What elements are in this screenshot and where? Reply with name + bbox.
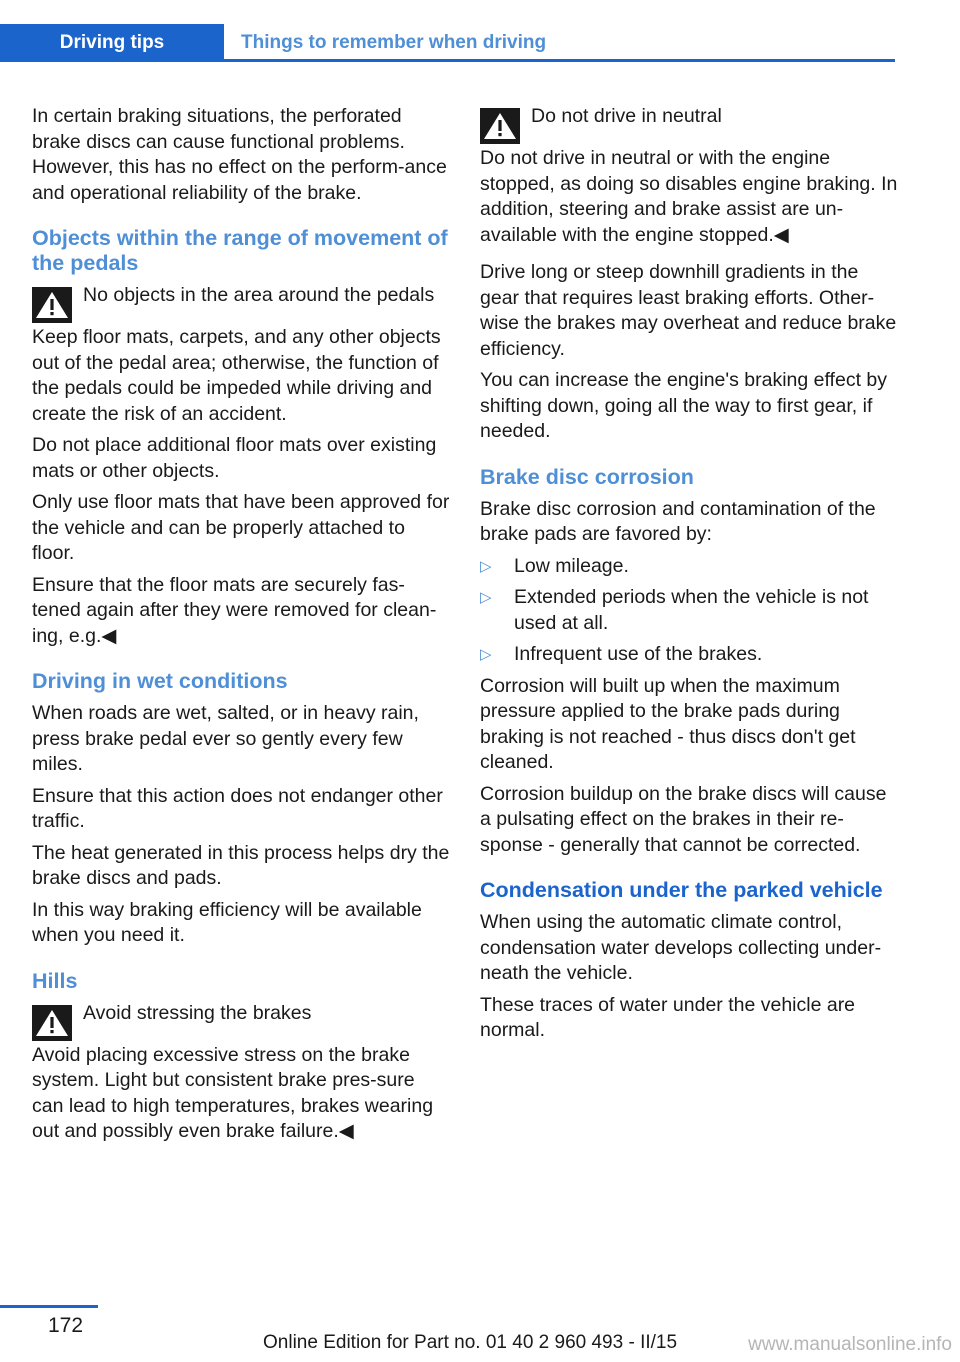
list-item: [480, 554, 900, 580]
page-header: [0, 24, 895, 62]
paragraph: When roads are wet, salted, or in heavy rain, press brake pedal ever so gently every few miles.: [32, 702, 419, 775]
intro-paragraph: In certain braking situations, the perforated brake discs can cause functional problems. However, this has no effect on the perform‐ance and operational reliability of the brake.: [32, 105, 447, 204]
warning-pedals: [32, 283, 450, 427]
warning-text: Do not drive in neutral or with the engine stopped, as doing so disables engine braking. In addition, steering and brake assist are un‐available with the engine stopped.◀: [480, 147, 898, 246]
heading-wet-conditions: Driving in wet conditions: [32, 669, 288, 693]
warning-title: Do not drive in neutral: [531, 105, 722, 127]
heading-brake-disc-corrosion: Brake disc corrosion: [480, 464, 694, 489]
paragraph: Do not place additional floor mats over existing mats or other objects.: [32, 434, 437, 482]
list-item-text: Infrequent use of the brakes.: [514, 643, 763, 665]
header-rule: [0, 59, 895, 62]
paragraph: When using the automatic climate control, condensation water develops collecting under‐neath the vehicle.: [480, 911, 882, 984]
paragraph: Drive long or steep downhill gradients in the gear that requires least braking efforts. Other‐wise the brakes may overheat and reduce brake efficiency.: [480, 261, 897, 360]
list-item: [480, 585, 900, 636]
paragraph: The heat generated in this process helps dry the brake discs and pads.: [32, 841, 450, 889]
paragraph: Brake disc corrosion and contamination of the brake pads are favored by:: [480, 497, 876, 545]
paragraph: You can increase the engine's braking effect by shifting down, going all the way to first gear, if needed.: [480, 369, 888, 442]
left-column: [32, 104, 450, 1151]
list-item-text: Extended periods when the vehicle is not used at all.: [514, 586, 869, 634]
page-number: 172: [48, 1314, 84, 1337]
warning-neutral: [480, 104, 900, 248]
right-column: [480, 104, 900, 1050]
warning-text: Keep floor mats, carpets, and any other objects out of the pedal area; otherwise, the function of the pedals could be impeded while driving and create the risk of an accident.: [32, 326, 441, 425]
triangle-bullet-icon: ▷: [480, 646, 492, 663]
paragraph: Ensure that this action does not endanger other traffic.: [32, 784, 443, 832]
edition-info: Online Edition for Part no. 01 40 2 960 493 - II/15: [263, 1332, 678, 1353]
warning-hills: [32, 1001, 450, 1145]
paragraph: Corrosion buildup on the brake discs will cause a pulsating effect on the brakes in their re‐sponse - generally that cannot be corrected.: [480, 782, 887, 856]
list-item-text: Low mileage.: [514, 554, 629, 577]
warning-triangle-icon: [32, 287, 72, 323]
heading-hills: Hills: [32, 968, 78, 993]
heading-condensation: Condensation under the parked vehicle: [480, 878, 883, 902]
warning-text: Avoid placing excessive stress on the brake system. Light but consistent brake pres‐sure can lead to high temperatures, brakes wearing out and possibly even brake failure.◀: [32, 1043, 434, 1142]
paragraph: Only use floor mats that have been approved for the vehicle and can be properly attached to floor.: [32, 491, 450, 564]
triangle-bullet-icon: ▷: [480, 589, 492, 606]
warning-title: Avoid stressing the brakes: [83, 1001, 312, 1024]
topic-tab[interactable]: Things to remember when driving: [241, 32, 547, 53]
paragraph: Corrosion will built up when the maximum pressure applied to the brake pads during braking is not reached - thus discs don't get cleaned.: [480, 674, 856, 773]
section-tab[interactable]: Driving tips: [0, 24, 224, 62]
warning-triangle-icon: [32, 1005, 72, 1041]
corrosion-list: [480, 554, 900, 668]
watermark: www.manualsonline.info: [748, 1334, 952, 1355]
warning-triangle-icon: [480, 108, 520, 144]
paragraph: In this way braking efficiency will be available when you need it.: [32, 898, 422, 946]
triangle-bullet-icon: ▷: [480, 557, 492, 575]
list-item: [480, 642, 900, 668]
heading-pedals: Objects within the range of movement of the pedals: [32, 226, 448, 275]
footer-rule: [0, 1305, 98, 1308]
paragraph: Ensure that the floor mats are securely fas‐tened again after they were removed for clean‐ing, e.g.◀: [32, 573, 437, 647]
warning-title: No objects in the area around the pedals: [83, 284, 435, 306]
paragraph: These traces of water under the vehicle are normal.: [480, 993, 856, 1041]
